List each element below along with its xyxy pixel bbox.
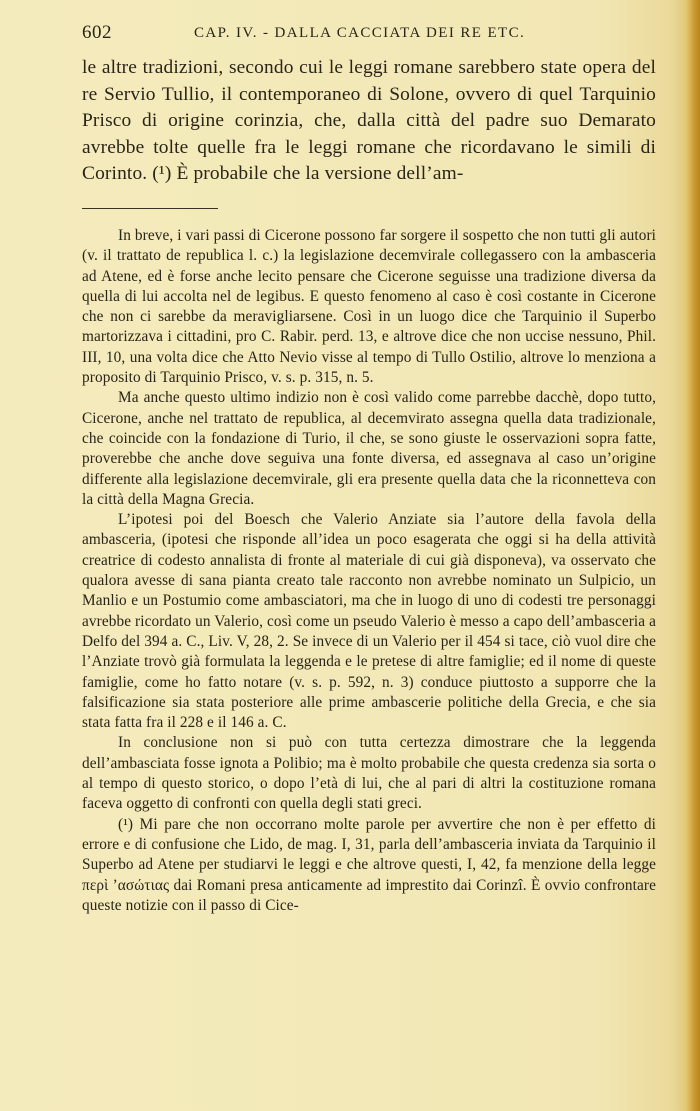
footnote-paragraph: In breve, i vari passi di Cicerone possono far sorgere il sospetto che non tutti gli autori (v. il trattato de republica l. c.) la legislazione decemvirale collegassero con la ambasceria ad Atene, ed è forse anche lecito pensare che Cicerone seguisse una tradizione diversa da quella di lui accolta nel de legibus. E questo fenomeno al caso è così costante in Cicerone che non ci sarebbe da meravigliarsene. Così in un luogo dice che Tarquinio il Superbo martorizzava i cittadini, pro C. Rabir. perd. 13, e altrove dice che non uccise nessuno, Phil. III, 10, una volta dice che Atto Nevio visse al tempo di Tullo Ostilio, altrove lo menziona a proposito di Tarquinio Prisco, v. s. p. 315, n. 5. (82, 227, 656, 387)
footnote-separator (82, 208, 218, 209)
page-edge (686, 0, 700, 1111)
footnote-paragraph: (¹) Mi pare che non occorrano molte parole per avvertire che non è per effetto di errore e di confusione che Lido, de mag. I, 31, parla dell’ambasceria inviata da Tarquinio il Superbo ad Atene per studiarvi le leggi e che altrove questi, I, 42, fa menzione della legge περὶ ’ασώτιας dai Romani presa anticamente ad imprestito dai Corinzî. È ovvio confrontare queste notizie con il passo di Cice- (82, 815, 656, 914)
footnotes (82, 226, 656, 916)
page-header (82, 22, 656, 44)
page-number: 602 (82, 22, 112, 43)
footnote-paragraph: In conclusione non si può con tutta certezza dimostrare che la leggenda dell’ambasciata fosse ignota a Polibio; ma è molto probabile che questa credenza sia sorta o al tempo di questo storico, o dopo l’età di lui, che al pari di altri la costituzione romana faceva oggetto di confronti con quella degli stati greci. (82, 734, 656, 813)
running-head: CAP. IV. - DALLA CACCIATA DEI RE ETC. (194, 25, 526, 41)
main-text: le altre tradizioni, secondo cui le leggi romane sarebbero state opera del re Servio Tullio, il contemporaneo di Solone, ovvero di quel Tarquinio Prisco di origine corinzia, che, dalla città del padre suo Demarato avrebbe tolte quelle fra le leggi romane che ricordavano le simili di Corinto. (¹) È probabile che la versione dell’am- (82, 57, 656, 185)
footnote-paragraph: L’ipotesi poi del Boesch che Valerio Anziate sia l’autore della favola della ambasceria, (ipotesi che risponde all’idea un poco esagerata che oggi si ha della attività creatrice di codesto annalista di fronte al materiale di cui già disponeva), va osservato che qualora avesse di sana pianta creato tale racconto non avrebbe nominato un Sulpicio, un Manlio e un Postumio come ambasciatori, ma che in luogo di uno di codesti tre personaggi avrebbe ricordato un Valerio, così come un pseudo Valerio è messo a capo dell’ambasceria a Delfo del 394 a. C., Liv. V, 28, 2. Se invece di un Valerio per il 454 si tace, ciò vuol dire che l’Anziate trovò già formulata la leggenda e le pretese di altre famiglie; ed il nome di queste famiglie, come ho fatto notare (v. s. p. 592, n. 3) conduce piuttosto a supporre che la falsificazione sia stata posteriore alle prime ambascerie politiche della Grecia, e che sia stata fatta fra il 228 e il 146 a. C. (82, 511, 656, 732)
footnote-paragraph: Ma anche questo ultimo indizio non è così valido come parrebbe dacchè, dopo tutto, Cicerone, anche nel trattato de republica, al decemvirato assegna quella data tradizionale, che coincide con la fondazione di Turio, il che, se sono giuste le osservazioni sopra fatte, proverebbe che anche dove seguiva una fonte diversa, ed assegnava al caso un’origine differente alla legislazione decemvirale, gli era presente quella data che la riconnetteva con la città della Magna Grecia. (82, 389, 656, 508)
